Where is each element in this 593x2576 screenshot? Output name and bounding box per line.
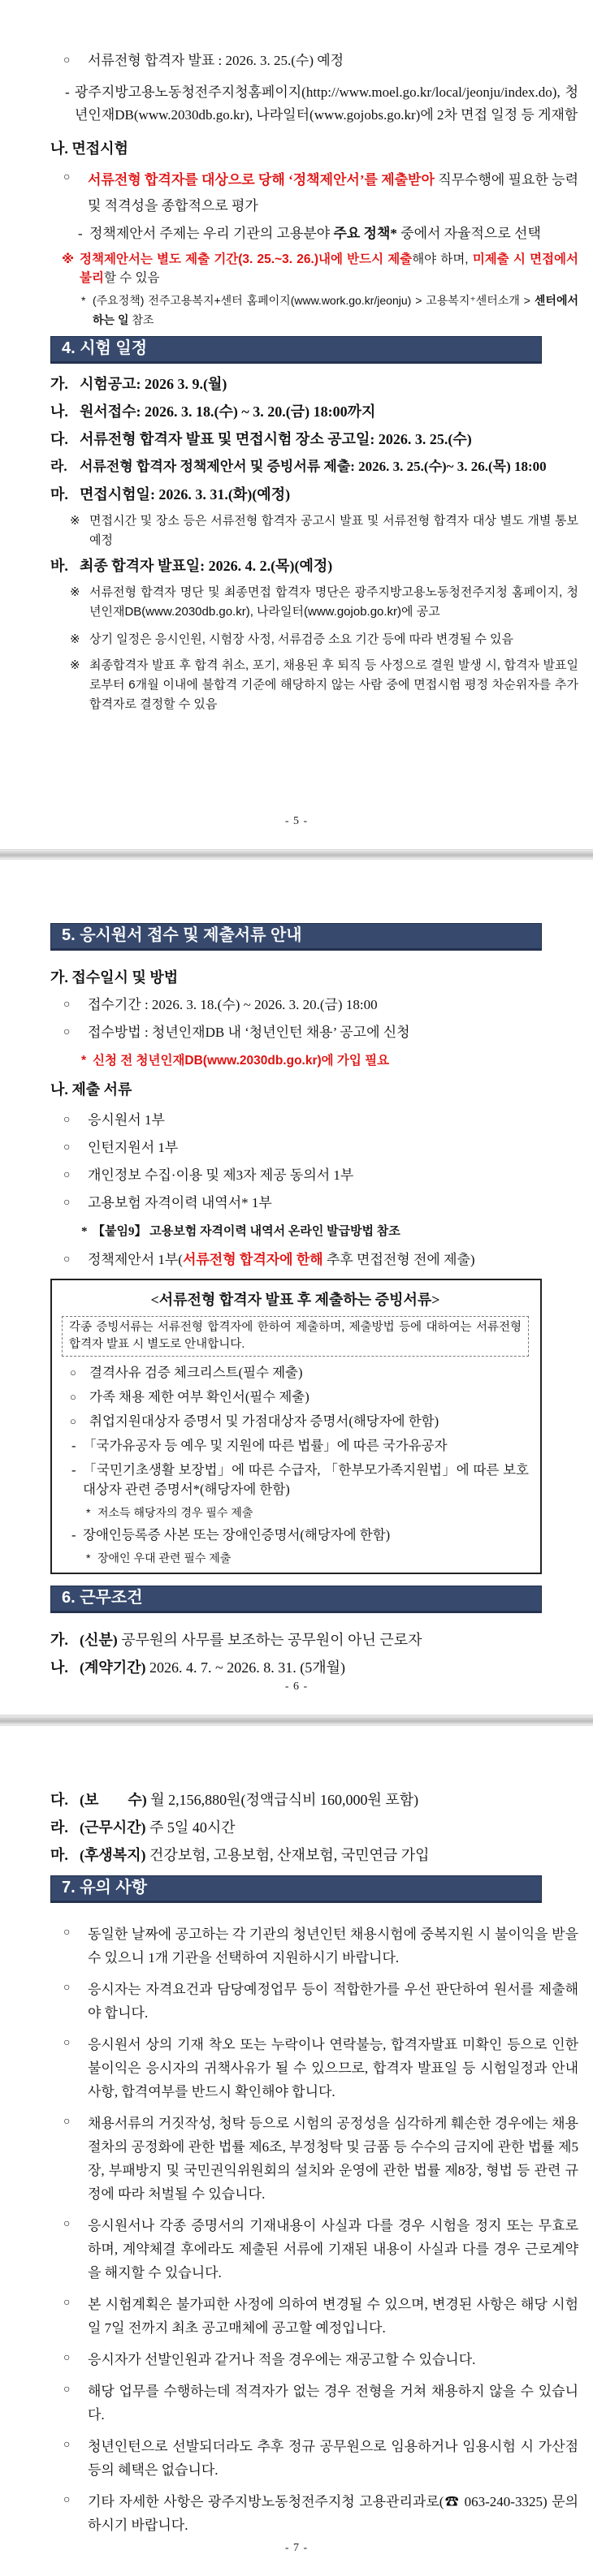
circle-bullet-icon: ○	[63, 1253, 71, 1266]
item-marker: 마.	[50, 486, 68, 503]
item-marker: 라.	[50, 459, 67, 474]
note-text: 응시자가 선발인원과 같거나 적을 경우에는 재공고할 수 있습니다.	[88, 2352, 476, 2367]
list-subitem	[50, 81, 578, 127]
note-text: 응시원서나 각종 증명서의 기재내용이 사실과 다를 경우 시험을 정지 또는 무효로 하며, 계약체결 후에라도 제출된 서류에 기재된 내용이 사실과 다를 경우 근로계약을 해지할 수 있습니다.	[88, 2218, 578, 2280]
item-marker: 나.	[50, 403, 68, 420]
subsection-heading: 나. 제출 서류	[50, 1081, 132, 1098]
bold-text: 주요 정책*	[333, 226, 397, 241]
box-title: <서류전형 합격자 발표 후 제출하는 증빙서류>	[150, 1292, 440, 1308]
asterisk-mark-icon: *	[81, 1225, 88, 1238]
list-item	[50, 167, 578, 219]
schedule-item	[50, 373, 578, 395]
circle-bullet-icon: ○	[70, 1391, 76, 1403]
note-item	[50, 630, 578, 649]
schedule-text: 서류전형 합격자 정책제안서 및 증빙서류 제출: 2026. 3. 25.(수)~ 3. 26.(목) 18:00	[80, 459, 547, 474]
item-text: 개인정보 수집·이용 및 제3자 제공 동의서 1부	[88, 1167, 354, 1183]
item-text: 접수방법 : 청년인재DB 내 ‘청년인턴 채용’ 공고에 신청	[88, 1025, 410, 1040]
footnote-text: 참조	[128, 313, 154, 326]
list-item	[50, 1137, 578, 1159]
note-text: 응시자는 자격요건과 담당예정업무 등이 적합한가를 우선 판단하여 원서를 제출해야 합니다.	[88, 1982, 578, 2021]
schedule-item	[50, 555, 578, 576]
item-text: 접수기간 : 2026. 3. 18.(수) ~ 2026. 3. 20.(금) 18:00	[88, 997, 378, 1012]
section-header-working-conditions: 6. 근무조건	[50, 1586, 542, 1613]
item-marker: 다.	[50, 431, 68, 447]
circle-bullet-icon: ○	[63, 2384, 71, 2396]
note-text: 063-240-3325) 문의하시기 바랍니다.	[88, 2494, 579, 2533]
note-text: 면접시간 및 장소 등은 서류전형 합격자 공고시 발표 및 서류전형 합격자 대상 별도 개별 통보 예정	[89, 514, 578, 547]
condition-label: (계약기간)	[80, 1659, 146, 1676]
condition-item	[50, 1629, 578, 1650]
schedule-item	[50, 456, 578, 477]
checklist-item	[62, 1363, 529, 1383]
note-bullet-item	[50, 1978, 578, 2025]
dash-bullet-icon: -	[71, 1438, 76, 1453]
footnote-item	[50, 1051, 578, 1071]
subsection-heading: 가. 접수일시 및 방법	[50, 969, 179, 986]
reference-mark-icon: ※	[70, 632, 80, 646]
reference-mark-icon: ※	[70, 585, 80, 599]
emphasis-text: 정책제안서는 별도 제출 기간(3. 25.~3. 26.)내에 반드시 제출	[80, 252, 413, 266]
circle-bullet-icon: ○	[63, 2218, 71, 2230]
item-text: 고용보험 자격이력 내역서* 1부	[88, 1195, 272, 1210]
item-marker: 라.	[50, 1819, 68, 1836]
item-marker: 가.	[50, 376, 68, 392]
circle-bullet-icon: ○	[63, 1927, 71, 1939]
circle-bullet-icon: ○	[63, 2439, 71, 2451]
note-text: 해야 하며,	[412, 252, 473, 266]
circle-bullet-icon: ○	[63, 2037, 71, 2049]
asterisk-mark-icon: *	[81, 294, 86, 307]
item-text: 정책제안서 주제는 우리 기관의 고용분야	[89, 226, 334, 241]
notes-list	[50, 1922, 578, 2537]
box-notice: 각종 증빙서류는 서류전형 합격자에 한하여 제출하며, 제출방법 등에 대하여는 서류전형 합격자 발표 시 별도로 안내합니다.	[62, 1316, 529, 1357]
schedule-text: 최종 합격자 발표일: 2026. 4. 2.(목)(예정)	[80, 558, 333, 574]
note-text: 최종합격자 발표 후 합격 취소, 포기, 채용된 후 퇴직 등 사정으로 결원 발생 시, 합격자 발표일로부터 6개월 이내에 불합격 기준에 해당하지 않는 사람 중에 면접시험 평정 차순위자를 추가 합격자로 결정할 수 있음	[89, 658, 578, 711]
circle-bullet-icon: ○	[63, 171, 71, 183]
circle-bullet-icon: ○	[63, 1169, 71, 1181]
condition-text: 건강보험, 고용보험, 산재보험, 국민연금 가입	[145, 1847, 430, 1863]
dash-bullet-icon: -	[65, 84, 70, 100]
subsection-heading: 나. 면접시험	[50, 140, 128, 157]
list-item	[50, 50, 578, 71]
asterisk-mark-icon: *	[86, 1551, 91, 1564]
section-header-schedule: 4. 시험 일정	[50, 336, 542, 364]
item-text: 광주지방고용노동청전주지청홈페이지(http://www.moel.go.kr/local/jeonju/index.do), 청년인재DB(www.2030db.go.kr), 나라일터(www.gojobs.go.kr)에 2차 면접 일정 등 게재함	[75, 84, 578, 123]
note-bullet-item	[50, 2033, 578, 2104]
emphasis-text: 서류전형 합격자에 한해	[182, 1252, 323, 1267]
note-bullet-item	[50, 2348, 578, 2371]
condition-item	[50, 1789, 578, 1810]
note-bullet-item	[50, 1922, 578, 1970]
condition-text: 주 5일 40시간	[145, 1819, 236, 1836]
condition-item	[50, 1845, 578, 1866]
item-marker: 다.	[50, 1792, 68, 1808]
item-text: 「국가유공자 등 예우 및 지원에 따른 법률」에 따른 국가유공자	[83, 1438, 448, 1453]
list-item	[50, 1249, 578, 1271]
checklist-item	[62, 1412, 529, 1431]
condition-item	[50, 1657, 578, 1678]
circle-bullet-icon: ○	[63, 2116, 71, 2128]
circle-bullet-icon: ○	[63, 2494, 71, 2506]
asterisk-mark-icon: *	[86, 1506, 91, 1519]
note-bullet-item	[50, 2490, 578, 2537]
reference-mark-icon: ※	[70, 658, 80, 672]
condition-label: (신분)	[80, 1632, 118, 1648]
checklist-subitem	[62, 1525, 529, 1545]
schedule-text: 원서접수: 2026. 3. 18.(수) ~ 3. 20.(금) 18:00까지	[80, 403, 376, 420]
dash-bullet-icon: -	[78, 226, 83, 241]
list-item	[50, 995, 578, 1016]
condition-label: (근무시간)	[80, 1819, 146, 1836]
note-text: 상기 일정은 응시인원, 시험장 사정, 서류검증 소요 기간 등에 따라 변경될 수 있음	[89, 632, 514, 646]
note-text: 채용서류의 거짓작성, 청탁 등으로 시험의 공정성을 심각하게 훼손한 경우에는 채용절차의 공정화에 관한 법률 제6조, 부정청탁 및 금품 등 수수의 금지에 관한 법률 제5장, 부패방지 및 국민권익위원회의 설치와 운영에 관한 법률 제8장, 형법 등 관련 규정에 따라 처벌될 수 있습니다.	[88, 2116, 578, 2202]
note-bullet-item	[50, 2112, 578, 2206]
note-text: 기타 자세한 사항은 광주지방노동청전주지청 고용관리과로(	[88, 2494, 444, 2509]
circle-bullet-icon: ○	[63, 1114, 71, 1126]
note-item	[50, 583, 578, 622]
schedule-item	[50, 429, 578, 450]
reference-mark-icon: ※	[70, 514, 80, 528]
note-text: 청년인턴으로 선발되더라도 추후 정규 공무원으로 임용하거나 임용시험 시 가산점 등의 혜택은 없습니다.	[88, 2439, 578, 2478]
schedule-text: 시험공고: 2026 3. 9.(월)	[80, 376, 227, 392]
footnote-text: 저소득 해당자의 경우 필수 제출	[97, 1506, 253, 1519]
item-marker: 마.	[50, 1847, 68, 1863]
page-6	[0, 860, 593, 1715]
note-bullet-item	[50, 2214, 578, 2285]
condition-text: 2026. 4. 7. ~ 2026. 8. 31. (5개월)	[145, 1659, 346, 1676]
circle-bullet-icon: ○	[63, 54, 71, 67]
item-text: 취업지원대상자 증명서 및 가점대상자 증명서(해당자에 한함)	[89, 1413, 439, 1429]
circle-bullet-icon: ○	[63, 1141, 71, 1154]
circle-bullet-icon: ○	[63, 1026, 71, 1038]
note-text: 서류전형 합격자 명단 및 최종면접 합격자 명단은 광주지방고용노동청전주지청 홈페이지, 청년인재DB(www.2030db.go.kr), 나라일터(www.gojob.go.kr)에 공고	[89, 585, 578, 619]
footnote-item	[50, 291, 578, 330]
condition-text: 공무원의 사무를 보조하는 공무원이 아닌 근로자	[117, 1632, 422, 1648]
circle-bullet-icon: ○	[63, 999, 71, 1011]
list-item	[50, 1165, 578, 1186]
footnote-text: (주요정책) 전주고용복지+센터 홈페이지(www.work.go.kr/jeonju) > 고용복지⁺센터소개 >	[93, 294, 535, 307]
page-5	[0, 0, 593, 849]
checklist-subitem	[62, 1461, 529, 1499]
schedule-item	[50, 401, 578, 422]
note-bullet-item	[50, 2380, 578, 2427]
note-text: 본 시험계획은 불가피한 사정에 의하여 변경될 수 있으며, 변경된 사항은 해당 시험일 7일 전까지 최초 공고매체에 공고할 예정입니다.	[88, 2297, 578, 2336]
item-text: 중에서 자율적으로 선택	[396, 226, 541, 241]
item-text: 응시원서 1부	[88, 1112, 165, 1128]
item-text: 정책제안서 1부(	[88, 1252, 183, 1267]
note-text: 해당 업무를 수행하는데 적격자가 없는 경우 전형을 거쳐 채용하지 않을 수 있습니다.	[88, 2384, 578, 2423]
item-text: 직무수행에 필요한 능력 및 적격성을 종합적으로 평가	[88, 172, 578, 214]
item-text: 장애인등록증 사본 또는 장애인증명서(해당자에 한함)	[83, 1527, 391, 1543]
item-text: 인턴지원서 1부	[88, 1140, 179, 1155]
item-text: 서류전형 합격자 발표 : 2026. 3. 25.(수) 예정	[88, 53, 344, 68]
condition-label: (후생복지)	[80, 1847, 146, 1863]
note-text: 할 수 있음	[103, 271, 160, 285]
schedule-text: 서류전형 합격자 발표 및 면접시험 장소 공고일: 2026. 3. 25.(수)	[80, 431, 472, 447]
emphasis-text: 미제출 시 면접에서 불리	[80, 252, 578, 285]
checklist-item	[62, 1387, 529, 1407]
page-number: - 6 -	[284, 1681, 309, 1693]
checklist-subitem	[62, 1436, 529, 1456]
reference-mark-icon: ※	[62, 252, 75, 266]
item-marker: 나.	[50, 1659, 68, 1676]
condition-label: (보 수)	[80, 1792, 147, 1808]
circle-bullet-icon: ○	[70, 1415, 76, 1427]
note-text: 응시원서 상의 기재 착오 또는 누락이나 연락불능, 합격자발표 미확인 등으로 인한 불이익은 응시자의 귀책사유가 될 수 있으므로, 합격자 발표일 등 시험일정과 안내사항, 합격여부를 반드시 확인해야 합니다.	[88, 2037, 578, 2099]
footnote-text: 【붙임9】 고용보험 자격이력 내역서 온라인 발급방법 참조	[93, 1225, 400, 1238]
page-separator	[0, 1715, 593, 1726]
phone-icon: ☎	[444, 2494, 461, 2509]
dash-bullet-icon: -	[71, 1462, 76, 1478]
list-item	[50, 1022, 578, 1043]
list-subitem	[50, 222, 578, 245]
condition-item	[50, 1817, 578, 1838]
evidence-documents-box	[50, 1279, 542, 1574]
item-marker: 바.	[50, 558, 68, 574]
note-item	[50, 656, 578, 714]
asterisk-mark-icon: *	[81, 1054, 87, 1068]
dash-bullet-icon: -	[71, 1527, 76, 1543]
section-header-notes: 7. 유의 사항	[50, 1875, 542, 1903]
circle-bullet-icon: ○	[63, 1982, 71, 1994]
circle-bullet-icon: ○	[70, 1366, 76, 1379]
section-header-application: 5. 응시원서 접수 및 제출서류 안내	[50, 923, 542, 951]
circle-bullet-icon: ○	[63, 2352, 71, 2364]
page-number: - 5 -	[284, 815, 309, 827]
list-item	[50, 1193, 578, 1214]
item-text: 추후 면접전형 전에 제출)	[322, 1252, 475, 1267]
emphasis-text: 신청 전 청년인재DB(www.2030db.go.kr)에 가입 필요	[93, 1054, 390, 1068]
emphasis-text: 서류전형 합격자를 대상으로 당해 ‘정책제안서’를 제출받아	[88, 172, 435, 188]
bold-text: 센터에서 하는 일	[93, 294, 578, 326]
page-number: - 7 -	[284, 2542, 309, 2554]
circle-bullet-icon: ○	[63, 1197, 71, 1209]
schedule-item	[50, 484, 578, 505]
page-separator	[0, 849, 593, 860]
note-item	[50, 511, 578, 550]
footnote-text: 장애인 우대 관련 필수 제출	[97, 1551, 232, 1564]
note-item	[50, 250, 578, 287]
note-text: 동일한 날짜에 공고하는 각 기관의 청년인턴 채용시험에 중복지원 시 불이익을 받을 수 있으니 1개 기관을 선택하여 지원하시기 바랍니다.	[88, 1927, 578, 1965]
item-text: 「국민기초생활 보장법」에 따른 수급자, 「한부모가족지원법」에 따른 보호대상자 관련 증명서*(해당자에 한함)	[83, 1462, 529, 1497]
condition-text: 월 2,156,880원(정액급식비 160,000원 포함)	[146, 1792, 419, 1808]
item-text: 결격사유 검증 체크리스트(필수 제출)	[89, 1365, 303, 1380]
note-bullet-item	[50, 2435, 578, 2482]
list-item	[50, 1110, 578, 1131]
item-marker: 가.	[50, 1632, 68, 1648]
page-7	[0, 1726, 593, 2576]
checklist-footnote	[62, 1550, 529, 1566]
footnote-item	[50, 1222, 578, 1241]
checklist-footnote	[62, 1504, 529, 1521]
circle-bullet-icon: ○	[63, 2297, 71, 2309]
schedule-text: 면접시험일: 2026. 3. 31.(화)(예정)	[80, 486, 291, 503]
item-text: 가족 채용 제한 여부 확인서(필수 제출)	[89, 1389, 309, 1405]
note-bullet-item	[50, 2293, 578, 2340]
